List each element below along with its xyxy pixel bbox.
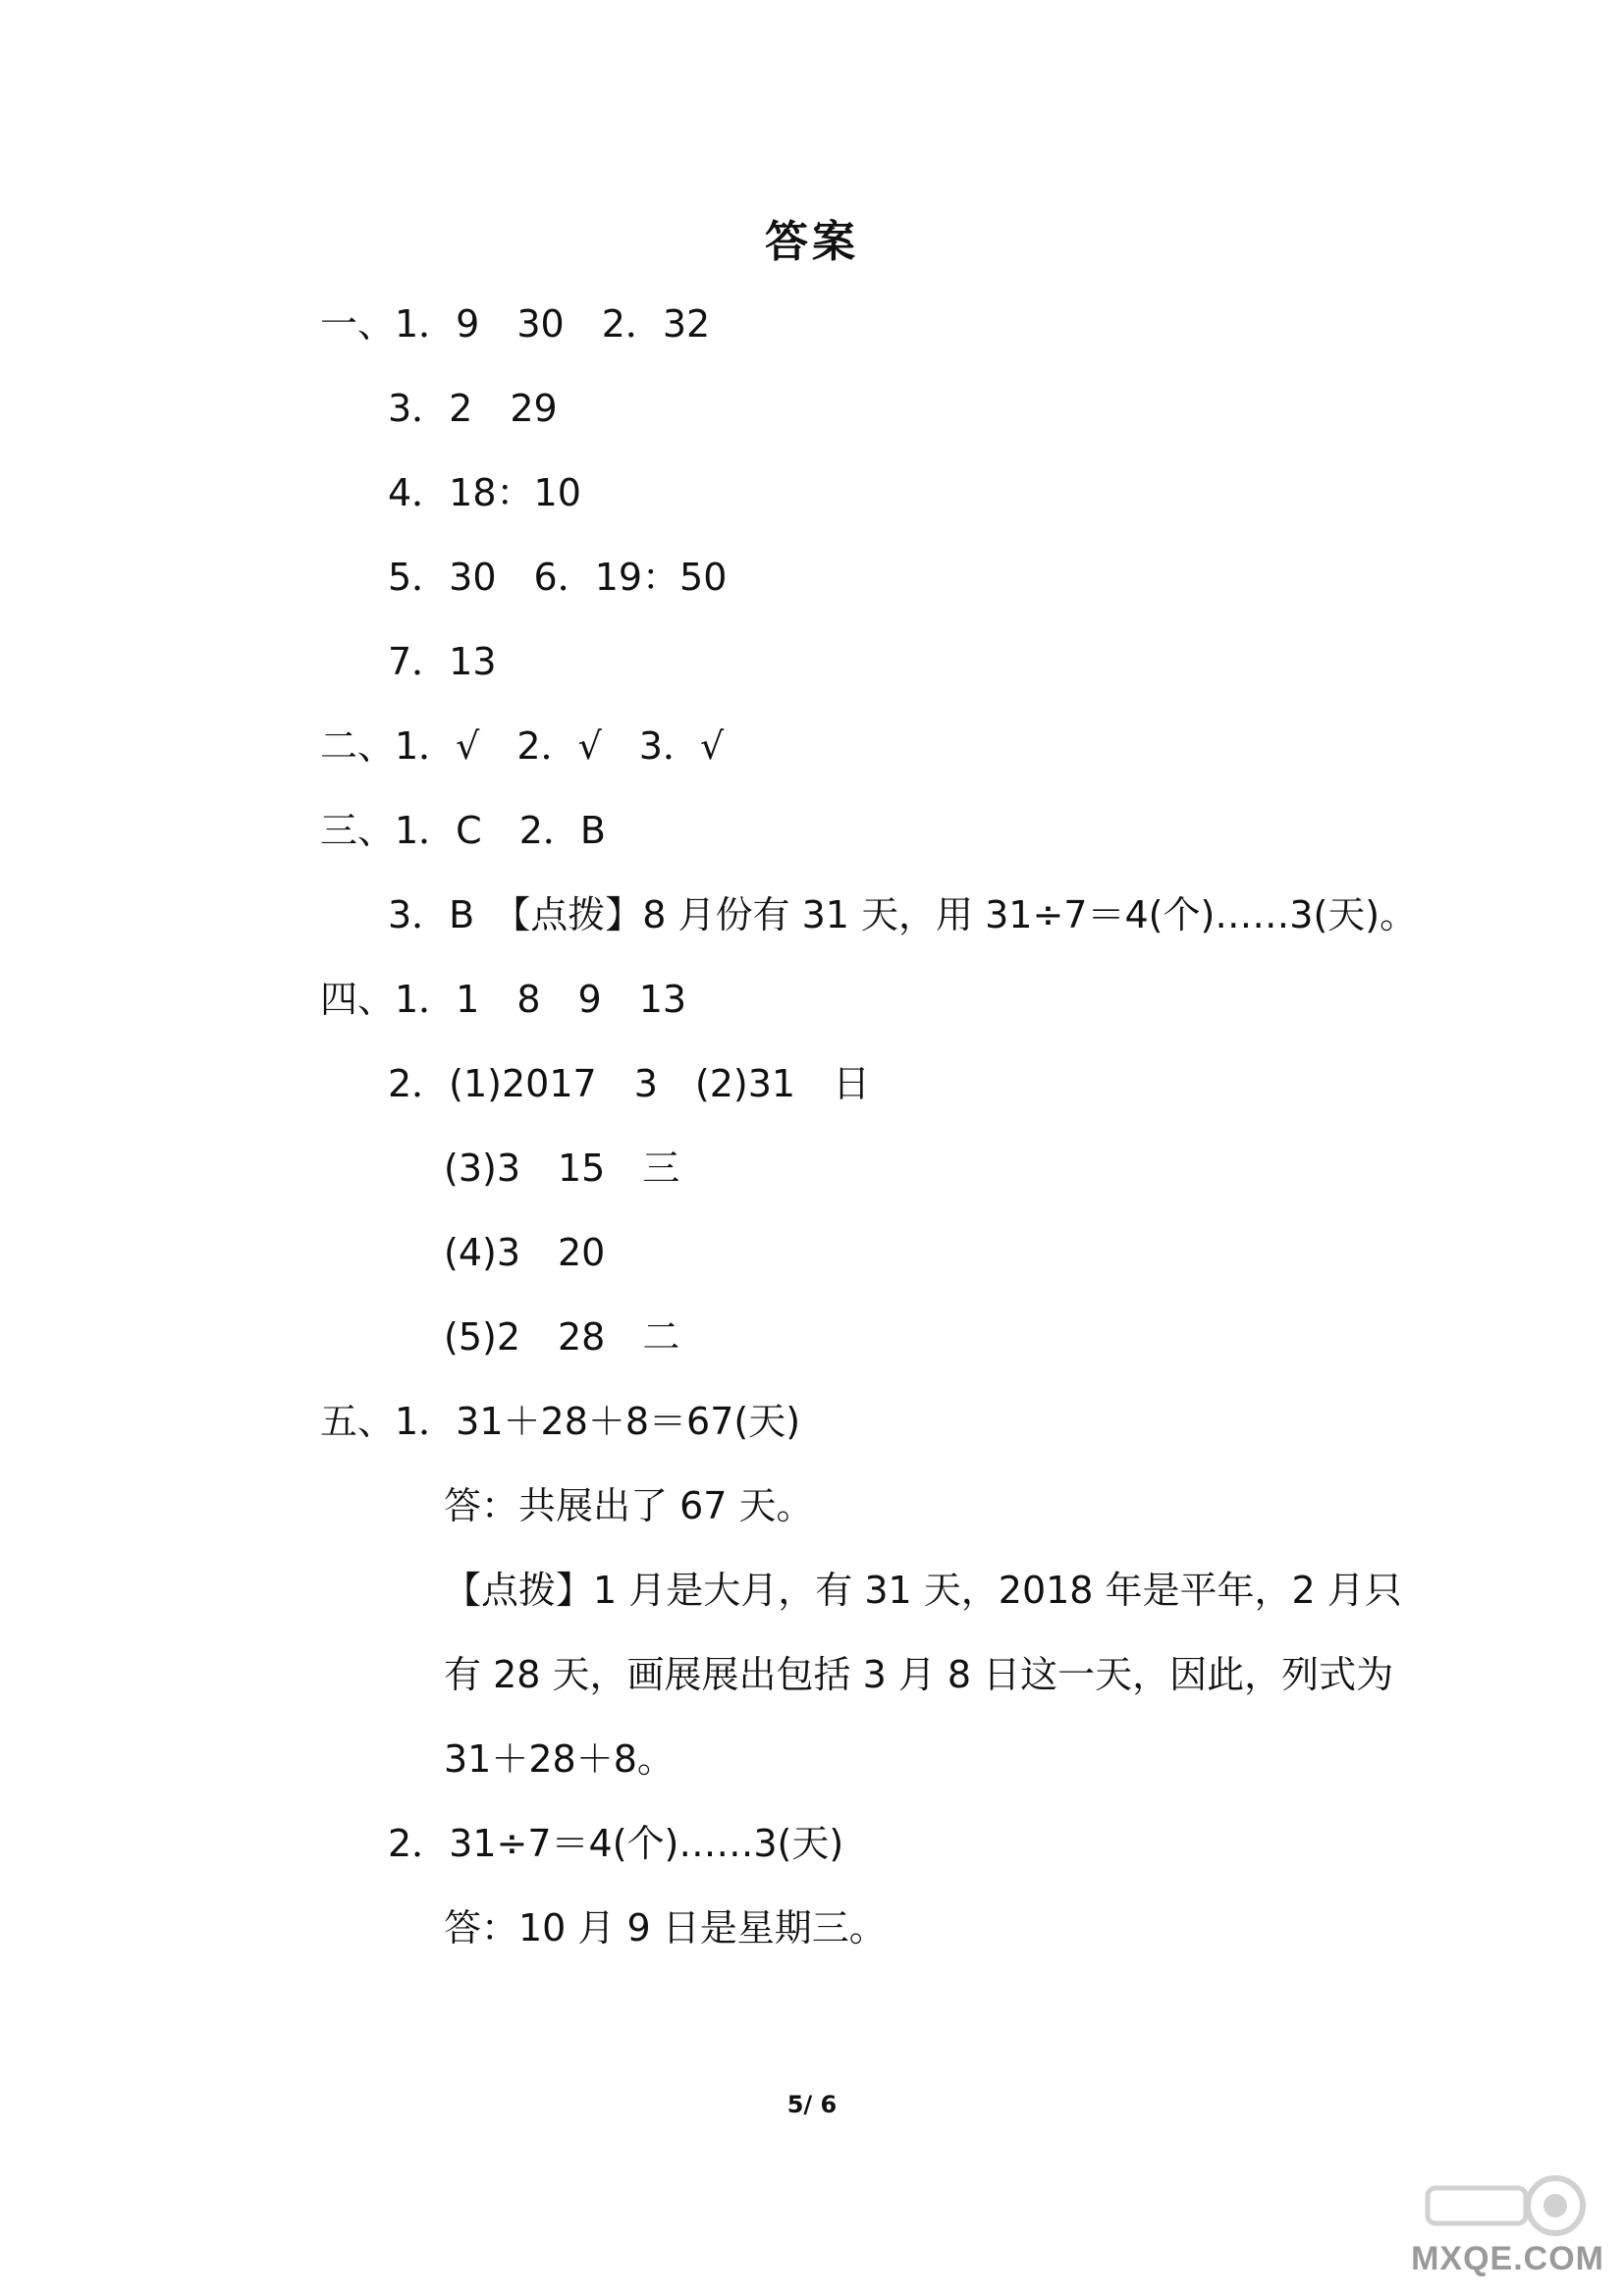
answer-line-4: 5．30 6．19：50 xyxy=(388,556,728,599)
answer-line-7: 三、1．C 2．B xyxy=(320,809,606,852)
answer-line-6: 二、1．√ 2．√ 3．√ xyxy=(320,724,725,768)
answer-line-10: 2．(1)2017 3 (2)31 日 xyxy=(388,1062,871,1105)
answer-line-18: 31＋28＋8。 xyxy=(444,1737,675,1781)
answer-line-3: 4．18：10 xyxy=(388,471,581,514)
answer-line-2: 3．2 29 xyxy=(388,387,558,430)
page-title: 答案 xyxy=(765,217,859,267)
answer-line-11: (3)3 15 三 xyxy=(444,1147,680,1190)
answer-line-12: (4)3 20 xyxy=(444,1231,606,1274)
answer-line-1: 一、1．9 30 2．32 xyxy=(320,302,711,346)
answer-line-8: 3．B 【点拨】8 月份有 31 天，用 31÷7＝4(个)……3(天)。 xyxy=(388,893,1418,936)
watermark-text: MXQE.COM xyxy=(1411,2240,1604,2277)
answer-line-19: 2．31÷7＝4(个)……3(天) xyxy=(388,1822,844,1865)
answer-line-20: 答：10 月 9 日是星期三。 xyxy=(444,1906,887,1949)
answer-line-5: 7．13 xyxy=(388,640,497,683)
answer-line-17: 有 28 天，画展展出包括 3 月 8 日这一天，因此，列式为 xyxy=(444,1653,1394,1696)
answer-line-16: 【点拨】1 月是大月，有 31 天，2018 年是平年，2 月只 xyxy=(444,1569,1402,1612)
answer-line-13: (5)2 28 二 xyxy=(444,1315,680,1359)
page-number: 5/ 6 xyxy=(786,2091,838,2118)
answer-line-15: 答：共展出了 67 天。 xyxy=(444,1484,814,1527)
answer-line-14: 五、1．31＋28＋8＝67(天) xyxy=(320,1400,801,1443)
answer-line-9: 四、1．1 8 9 13 xyxy=(320,978,687,1021)
